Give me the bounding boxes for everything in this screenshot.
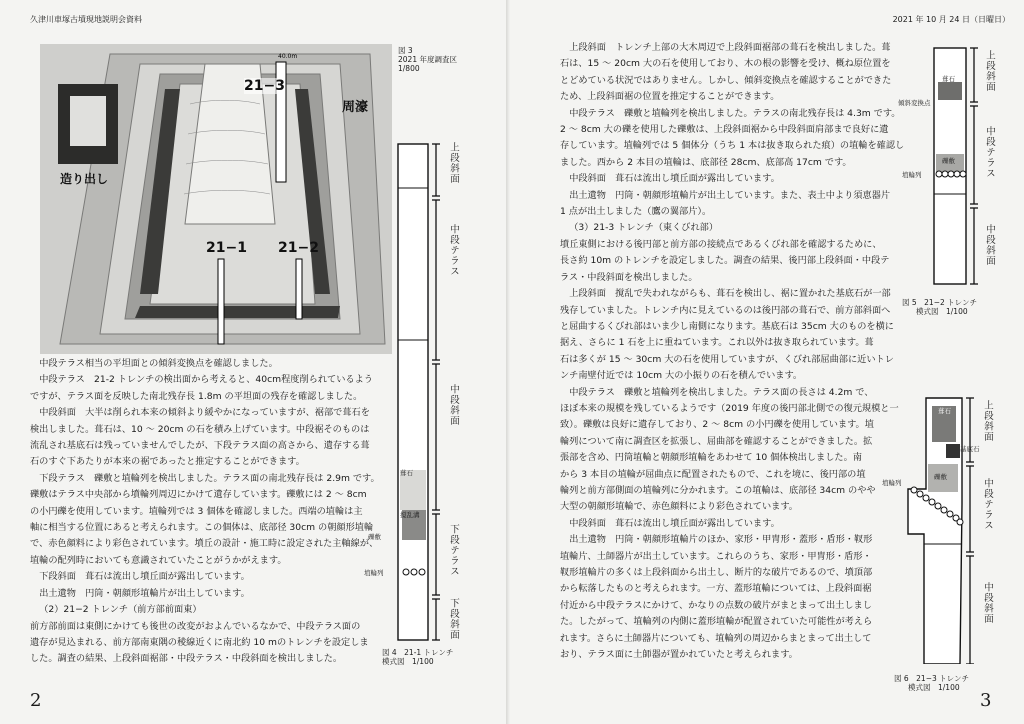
text-line: 張部を含め、円筒埴輪と朝顔形埴輪をあわせて 10 個体検出しました。南 bbox=[560, 452, 862, 464]
text-line: 石のすぐ下あたりが本来の裾であったと推定することができます。 bbox=[30, 456, 305, 468]
text-line: 墳丘東側における後円部と前方部の接続点であるくびれ部を確認するために、 bbox=[560, 238, 882, 250]
text-line: 軸に相当する位置にあると考えられます。この個体は、底部径 30cm の朝顔形埴輪 bbox=[30, 522, 374, 534]
fig6-zone-upper-slope: 上段斜面 bbox=[982, 400, 993, 442]
fig6-label-kitei: 基底石 bbox=[960, 445, 980, 453]
fig5-label-keisha: 傾斜変換点 bbox=[898, 99, 931, 107]
text-line: （3）21-3 トレンチ（東くびれ部） bbox=[569, 222, 719, 234]
figure-6-caption-line: 模式図 1/100 bbox=[908, 683, 960, 692]
map-label-21-1: 21−1 bbox=[206, 240, 247, 256]
figure-5-caption-line: 図 5 21−2 トレンチ bbox=[902, 298, 977, 307]
figure-4-caption bbox=[382, 648, 453, 666]
text-line: 中段テラス 礫敷と埴輪列を検出しました。テラスの南北残存長は 4.3m です。 bbox=[569, 107, 901, 119]
fig4-label-reki: 礫敷 bbox=[368, 533, 381, 541]
text-line: 中段テラス 礫敷と埴輪列を検出しました。テラス面の長さは 4.2m で、 bbox=[569, 386, 874, 398]
figure-3-caption-line: 図 3 bbox=[398, 46, 413, 55]
text-line: ため、上段斜面裾の位置を推定することができます。 bbox=[560, 91, 780, 103]
text-line: 石は多くが 15 〜 30cm 大の石を使用していますが、くびれ部屈曲部に近いトレ bbox=[560, 353, 894, 365]
text-line: 長さ約 10m のトレンチを設定しました。調査の結果、後円部上段斜面・中段テ bbox=[560, 255, 890, 267]
fig6-label-fukiishi: 葺石 bbox=[938, 407, 951, 415]
fig6-label-haniwa: 埴輪列 bbox=[882, 479, 902, 487]
fig5-label-haniwa: 埴輪列 bbox=[902, 171, 922, 179]
header-left: 久津川車塚古墳現地説明会資料 bbox=[30, 15, 142, 24]
text-line: と屈曲するくびれ部はいま少し南側になります。基底石は 35cm 大のものを横に bbox=[560, 320, 894, 332]
text-line: 出土遺物 円筒・朝顔形埴輪片のほか、家形・甲冑形・蓋形・盾形・靫形 bbox=[569, 534, 873, 546]
figure-6-caption-line: 図 6 21−3 トレンチ bbox=[894, 674, 969, 683]
fig4-label-kakuran: 撹乱溝 bbox=[400, 511, 420, 519]
text-line: 遺存が見込まれる、前方部南東隅の稜線近くに南北約 10 mのトレンチを設定しま bbox=[30, 636, 369, 648]
text-line: れます。さらに土師器片についても、埴輪列の周辺からまとまって出土して bbox=[560, 632, 872, 644]
figure-4-diagram bbox=[364, 140, 504, 660]
survey-map-drawing bbox=[40, 44, 392, 354]
text-line: 下段テラス 礫敷と埴輪列を検出しました。テラス面の南北残存長は 2.9m です。 bbox=[39, 472, 380, 484]
page-number-left: 2 bbox=[30, 690, 42, 711]
fig4-zone-middle-terrace: 中段テラス bbox=[448, 224, 459, 277]
figure-4-caption-line: 図 4 21-1 トレンチ bbox=[382, 648, 454, 657]
figure-6-drawing bbox=[902, 394, 1014, 664]
fig6-zone-middle-terrace: 中段テラス bbox=[982, 478, 993, 531]
map-label-21-2: 21−2 bbox=[278, 240, 319, 256]
figure-3-caption-line: 2021 年度調査区 bbox=[398, 55, 457, 64]
text-line: 前方部前面は東側にかけても後世の改変がおよんでいるなかで、中段テラス面の bbox=[30, 620, 361, 632]
text-line: 上段斜面 撹乱で失われながらも、葺石を検出し、裾に置かれた基底石が一部 bbox=[569, 288, 891, 300]
text-line: ほぼ本来の規模を残しているようです（2019 年度の後円部北側での復元規模と一 bbox=[560, 402, 899, 414]
figure-5-diagram bbox=[898, 44, 1014, 294]
text-line: ました。西から 2 本目の埴輪は、底部径 28cm、底部高 17cm です。 bbox=[560, 156, 852, 168]
fig5-zone-middle-terrace: 中段テラス bbox=[984, 126, 995, 179]
figure-3-caption-line: 1/800 bbox=[398, 64, 420, 73]
text-line: 存しています。埴輪列では 5 個体分（うち 1 本は抜き取られた痕）の埴輪を確認し bbox=[560, 140, 905, 152]
text-line: 2 〜 8cm 大の礫を使用した礫敷は、上段斜面裾から中段斜面肩部まで良好に遺 bbox=[560, 124, 889, 136]
fig6-label-reki: 礫敷 bbox=[934, 473, 947, 481]
text-line: した。調査の結果、上段斜面裾部・中段テラス・中段斜面を検出しました。 bbox=[30, 653, 343, 665]
text-line: 出土遺物 円筒・朝顔形埴輪片が出土しています。また、表土中より須恵器片 bbox=[569, 189, 891, 201]
left-body-text bbox=[30, 356, 380, 668]
figure-5-drawing bbox=[914, 44, 1014, 294]
text-line: 中段斜面 葺石は流出し墳丘面が露出しています。 bbox=[569, 517, 780, 529]
text-line: 上段斜面 トレンチ上部の大木周辺で上段斜面裾部の葺石を検出しました。葺 bbox=[569, 42, 891, 53]
header-right: 2021 年 10 月 24 日（日曜日） bbox=[892, 15, 1010, 24]
text-line: 下段斜面 葺石は流出し墳丘面が露出しています。 bbox=[39, 571, 250, 583]
text-line: 輪列について南に調査区を拡張し、屈曲部を確認することができました。拡 bbox=[560, 435, 873, 447]
text-line: とどめている状況ではありません。しかし、傾斜変換点を確認することができた bbox=[560, 74, 892, 86]
page-left bbox=[0, 0, 510, 724]
map-label-21-3: 21−3 bbox=[244, 78, 285, 94]
text-line: 1 点が出土しました（鷹の翼部片）。 bbox=[560, 206, 712, 218]
fig5-zone-upper-slope: 上段斜面 bbox=[984, 50, 995, 92]
right-body-text bbox=[560, 40, 904, 663]
text-line: 致）。礫敷は良好に遺存しており、2 〜 8cm の小円礫を使用しています。埴 bbox=[560, 419, 874, 431]
map-label-tsukuridashi: 造り出し bbox=[60, 172, 109, 186]
text-line: から 3 本目の埴輪が屈曲点に配置されたもので、これを境に、後円部の埴 bbox=[560, 468, 866, 480]
fig5-zone-middle-slope: 中段斜面 bbox=[984, 224, 995, 266]
text-line: 中段テラス 21-2 トレンチの検出面から考えると、40cm程度削られているよう bbox=[39, 374, 373, 386]
fig6-zone-middle-slope: 中段斜面 bbox=[982, 582, 993, 624]
text-line: 中段斜面 葺石は流出し墳丘面が露出しています。 bbox=[569, 173, 780, 185]
text-line: 流乱され基底石は残っていませんでしたが、下段テラス面の高さから、遺存する葺 bbox=[30, 440, 370, 452]
figure-4-caption-line: 模式図 1/100 bbox=[382, 657, 434, 666]
text-line: 輪列と前方部側面の埴輪列に分かれます。この埴輪は、底部径 34cm のやや bbox=[560, 484, 876, 496]
text-line: の小円礫を使用しています。埴輪列では 3 個体を確認しました。西端の埴輪は主 bbox=[30, 505, 363, 517]
fig5-label-reki: 礫敷 bbox=[942, 157, 955, 165]
text-line: ンチ南壁付近では 10cm 大の小振りの石を積んでいます。 bbox=[560, 370, 803, 382]
figure-5-caption bbox=[902, 298, 977, 316]
text-line: 付近から中段テラスにかけて、かなりの点数の破片がまとまって出土しまし bbox=[560, 599, 872, 611]
map-contour-label: 40.0m bbox=[278, 53, 298, 60]
page-right bbox=[510, 0, 1024, 724]
text-line: 中段テラス相当の平坦面との傾斜変換点を確認しました。 bbox=[39, 358, 278, 369]
page-number-right: 3 bbox=[980, 690, 992, 711]
text-line: （2）21−2 トレンチ（前方部前面東） bbox=[39, 604, 202, 616]
fig4-zone-upper-slope: 上段斜面 bbox=[448, 142, 459, 184]
figure-3-caption bbox=[398, 46, 457, 73]
figure-6-diagram bbox=[882, 394, 1014, 674]
text-line: 大型の朝顔形埴輪で、赤色顔料により彩色されています。 bbox=[560, 501, 798, 513]
map-label-moat: 周濠 bbox=[342, 100, 369, 115]
text-line: 靫形埴輪片の多くは上段斜面から出土し、断片的な破片であるので、墳頂部 bbox=[560, 567, 873, 578]
fig4-zone-lower-slope: 下段斜面 bbox=[448, 598, 459, 640]
fig5-label-fukiishi: 葺石 bbox=[942, 75, 955, 83]
fig4-label-haniwa: 埴輪列 bbox=[364, 569, 384, 577]
text-line: 埴輪片、土師器片が出土しています。これらのうち、家形・甲冑形・盾形・ bbox=[560, 550, 872, 562]
text-line: 礫敷はテラス中央部から墳輪列周辺にかけて遺存しています。礫敷には 2 〜 8cm bbox=[30, 489, 367, 501]
text-line: 中段斜面 大半は削られ本来の傾斜より緩やかになっていますが、裾部で葺石を bbox=[39, 407, 370, 419]
text-line: から転落したものと考えられます。一方、蓋形埴輪については、上段斜面裾 bbox=[560, 583, 872, 595]
text-line: 残存していました。トレンチ内に見えているのは後円部の葺石で、前方部斜面へ bbox=[560, 304, 891, 316]
text-line: 据え、さらに 1 石を上に重ねています。これ以外は抜き取られています。葺 bbox=[560, 337, 874, 349]
text-line: 出土遺物 円筒・朝顔形埴輪片が出土しています。 bbox=[39, 587, 250, 599]
text-line: おり、テラス面に土師器が置かれていたと考えられます。 bbox=[560, 649, 798, 661]
text-line: 検出しました。葺石は、10 〜 20cm の石を積み上げています。中段裾そのものは bbox=[30, 423, 370, 435]
figure-5-caption-line: 模式図 1/100 bbox=[916, 307, 968, 316]
survey-map bbox=[40, 44, 392, 354]
text-line: ラス・中段斜面を検出しました。 bbox=[560, 271, 698, 283]
fig4-label-fukiishi: 葺石 bbox=[400, 469, 413, 477]
text-line: で、赤色顔料により彩色されています。墳丘の設計・施工時に設定された主軸線が、 bbox=[30, 538, 379, 550]
text-line: 埴輪の配列時においても意識されていたことがうかがえます。 bbox=[30, 554, 287, 566]
figure-6-caption bbox=[894, 674, 969, 692]
text-line: ですが、テラス面を反映した南北残存長 1.8m の平坦面の残存を確認しました。 bbox=[30, 390, 363, 402]
text-line: た。したがって、埴輪列の内側に蓋形埴輪が配置されていた可能性が考えら bbox=[560, 616, 873, 628]
fig4-zone-lower-terrace: 下段テラス bbox=[448, 524, 459, 577]
text-line: 石は、15 〜 20cm 大の石を使用しており、木の根の影響を受け、概ね原位置を bbox=[560, 58, 891, 70]
fig4-zone-middle-slope: 中段斜面 bbox=[448, 384, 459, 426]
